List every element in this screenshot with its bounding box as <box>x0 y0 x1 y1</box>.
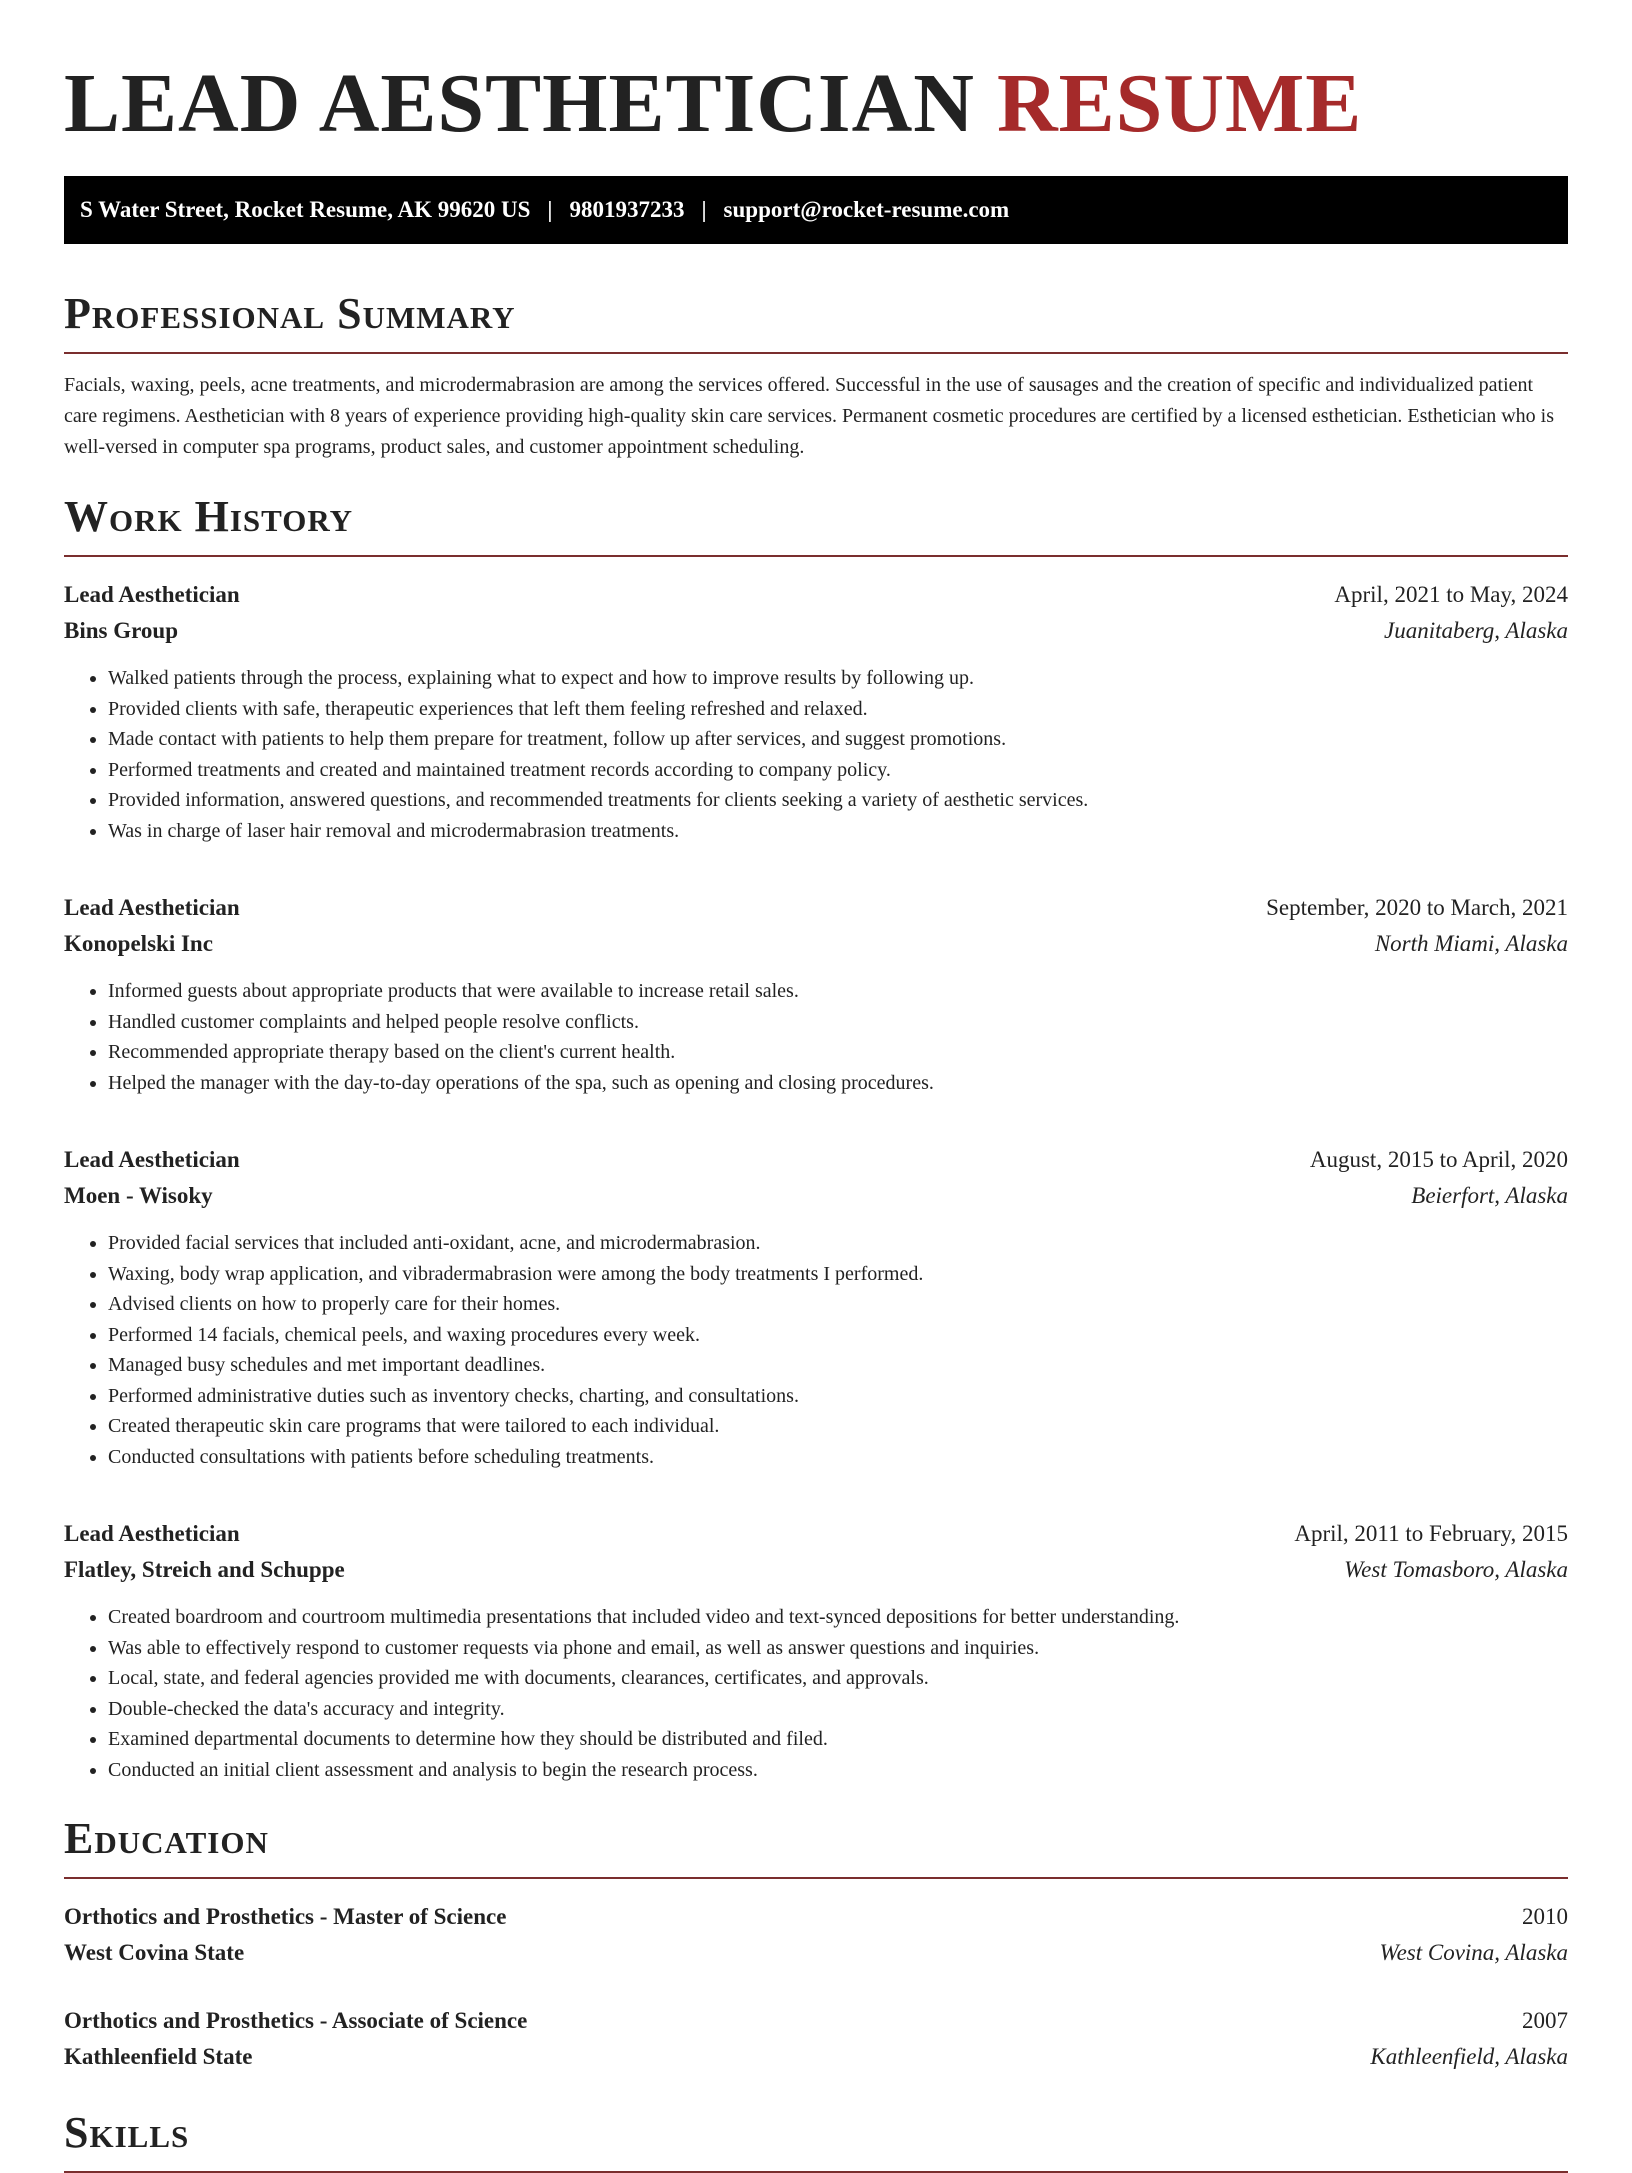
job-bullet: • Provided information, answered questions, and recommended treatments for clients seeking a variety of aesthetic services. <box>108 785 1568 816</box>
job-bullet: • Local, state, and federal agencies provided me with documents, clearances, certificates, and approvals. <box>108 1663 1568 1694</box>
job-bullet: • Performed administrative duties such as inventory checks, charting, and consultations. <box>108 1381 1568 1412</box>
education-location: Kathleenfield, Alaska <box>1370 2044 1568 2069</box>
job-bullet: • Handled customer complaints and helped people resolve conflicts. <box>108 1007 1568 1038</box>
contact-bar <box>64 176 1568 244</box>
job-company-row <box>64 1178 1568 1214</box>
job-bullet: • Was in charge of laser hair removal and microdermabrasion treatments. <box>108 816 1568 847</box>
work-history-heading: Work History <box>64 491 1568 557</box>
job-bullet: • Provided facial services that included anti-oxidant, acne, and microdermabrasion. <box>108 1228 1568 1259</box>
education-school: West Covina State <box>64 1940 245 1965</box>
job-bullet: • Informed guests about appropriate products that were available to increase retail sales. <box>108 976 1568 1007</box>
job-bullets <box>64 1228 1568 1472</box>
job-dates: April, 2021 to May, 2024 <box>1334 582 1568 607</box>
resume-title <box>64 56 1568 152</box>
job-bullet: • Recommended appropriate therapy based on the client's current health. <box>108 1037 1568 1068</box>
job-bullet: • Conducted an initial client assessment and analysis to begin the research process. <box>108 1755 1568 1786</box>
summary-heading: Professional Summary <box>64 288 1568 354</box>
job-entry <box>64 890 1568 1098</box>
job-bullet: • Performed treatments and created and maintained treatment records according to company policy. <box>108 755 1568 786</box>
education-location: West Covina, Alaska <box>1379 1940 1568 1965</box>
education-school-row <box>64 1935 1568 1971</box>
education-degree: Orthotics and Prosthetics - Master of Science <box>64 1904 507 1929</box>
work-history-section <box>64 491 1568 1785</box>
education-section <box>64 1813 1568 2075</box>
job-company-row <box>64 926 1568 962</box>
skills-section <box>64 2107 1568 2173</box>
job-bullet: • Created boardroom and courtroom multimedia presentations that included video and text-synced depositions for better understanding. <box>108 1602 1568 1633</box>
job-bullet: • Advised clients on how to properly care for their homes. <box>108 1289 1568 1320</box>
job-company: Moen - Wisoky <box>64 1183 213 1208</box>
contact-separator: | <box>547 197 553 222</box>
job-bullet: • Helped the manager with the day-to-day operations of the spa, such as opening and closing procedures. <box>108 1068 1568 1099</box>
job-bullets <box>64 1602 1568 1785</box>
title-main: LEAD AESTHETICIAN <box>64 57 975 150</box>
job-bullet: • Double-checked the data's accuracy and integrity. <box>108 1694 1568 1725</box>
job-entry <box>64 1516 1568 1785</box>
education-entry <box>64 1899 1568 1971</box>
job-company: Flatley, Streich and Schuppe <box>64 1557 345 1582</box>
job-dates: August, 2015 to April, 2020 <box>1309 1147 1568 1172</box>
title-accent: RESUME <box>996 57 1363 150</box>
education-heading: Education <box>64 1813 1568 1879</box>
education-school: Kathleenfield State <box>64 2044 253 2069</box>
skills-heading: Skills <box>64 2107 1568 2173</box>
job-bullet: • Performed 14 facials, chemical peels, and waxing procedures every week. <box>108 1320 1568 1351</box>
job-location: West Tomasboro, Alaska <box>1344 1557 1568 1582</box>
job-bullet: • Made contact with patients to help them prepare for treatment, follow up after services, and suggest promotions. <box>108 724 1568 755</box>
summary-section <box>64 288 1568 463</box>
job-location: Juanitaberg, Alaska <box>1384 618 1568 643</box>
job-position: Lead Aesthetician <box>64 582 240 607</box>
job-position: Lead Aesthetician <box>64 895 240 920</box>
education-entry <box>64 2003 1568 2075</box>
job-header-row <box>64 1516 1568 1552</box>
job-bullet: • Was able to effectively respond to customer requests via phone and email, as well as answer questions and inquiries. <box>108 1633 1568 1664</box>
education-year: 2010 <box>1522 1904 1568 1929</box>
job-bullet: • Walked patients through the process, explaining what to expect and how to improve results by following up. <box>108 663 1568 694</box>
contact-address: S Water Street, Rocket Resume, AK 99620 US <box>80 197 531 222</box>
education-degree-row <box>64 2003 1568 2039</box>
education-year: 2007 <box>1522 2008 1568 2033</box>
job-bullets <box>64 976 1568 1098</box>
contact-email: support@rocket-resume.com <box>723 197 1010 222</box>
job-bullet: • Managed busy schedules and met important deadlines. <box>108 1350 1568 1381</box>
job-dates: September, 2020 to March, 2021 <box>1266 895 1568 920</box>
education-degree: Orthotics and Prosthetics - Associate of Science <box>64 2008 528 2033</box>
job-bullets <box>64 663 1568 846</box>
summary-text: Facials, waxing, peels, acne treatments, and microdermabrasion are among the services offered. Successful in the use of sausages and the creation of specific and individualized patient care regimens. Aesthetician with 8 years of experience providing high-quality skin care services. Permanent cosmetic procedures are certified by a licensed esthetician. Esthetician who is well-versed in computer spa programs, product sales, and customer appointment scheduling. <box>64 374 1554 458</box>
job-position: Lead Aesthetician <box>64 1147 240 1172</box>
job-bullet: • Examined departmental documents to determine how they should be distributed and filed. <box>108 1724 1568 1755</box>
education-school-row <box>64 2039 1568 2075</box>
education-degree-row <box>64 1899 1568 1935</box>
job-location: Beierfort, Alaska <box>1411 1183 1568 1208</box>
job-company-row <box>64 1552 1568 1588</box>
job-bullet: • Created therapeutic skin care programs that were tailored to each individual. <box>108 1411 1568 1442</box>
job-bullet: • Conducted consultations with patients before scheduling treatments. <box>108 1442 1568 1473</box>
job-company-row <box>64 613 1568 649</box>
job-position: Lead Aesthetician <box>64 1521 240 1546</box>
job-dates: April, 2011 to February, 2015 <box>1294 1521 1568 1546</box>
job-entry <box>64 577 1568 846</box>
job-header-row <box>64 577 1568 613</box>
job-location: North Miami, Alaska <box>1374 931 1568 956</box>
job-company: Bins Group <box>64 618 178 643</box>
job-entry <box>64 1142 1568 1472</box>
job-company: Konopelski Inc <box>64 931 213 956</box>
contact-separator: | <box>701 197 707 222</box>
job-bullet: • Provided clients with safe, therapeutic experiences that left them feeling refreshed and relaxed. <box>108 694 1568 725</box>
job-header-row <box>64 1142 1568 1178</box>
job-bullet: • Waxing, body wrap application, and vibradermabrasion were among the body treatments I performed. <box>108 1259 1568 1290</box>
contact-phone: 9801937233 <box>569 197 685 222</box>
job-header-row <box>64 890 1568 926</box>
